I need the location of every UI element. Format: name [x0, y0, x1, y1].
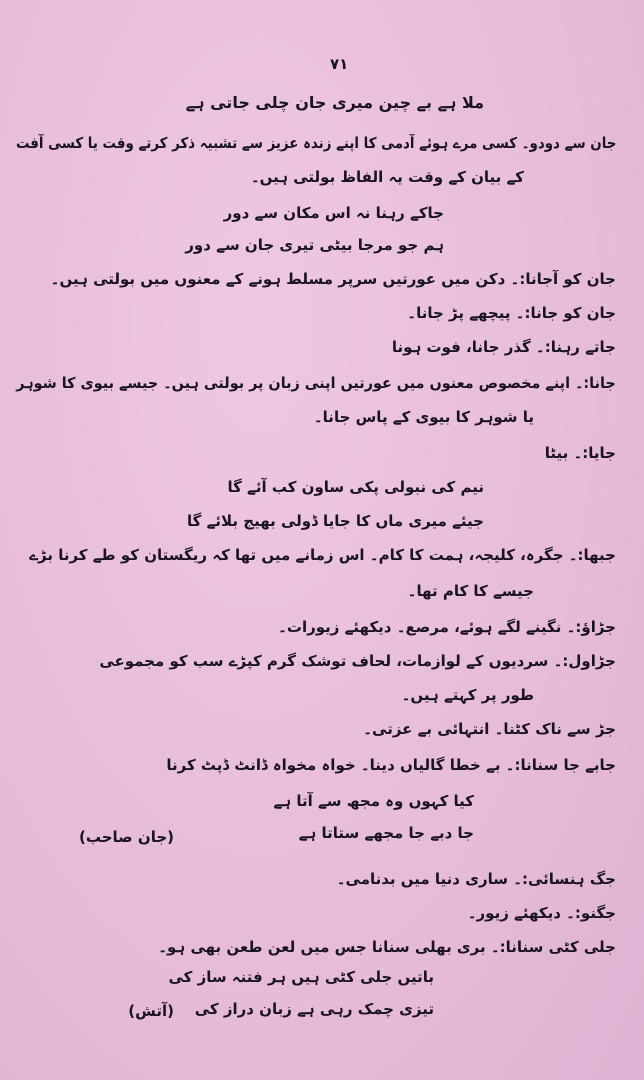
- entry-line: جان سے دودو۔ کسی مرے ہوئے آدمی کا اپنے زندہ عزیز سے تشبیہ ذکر کرتے وقت یا کسی آفت: [15, 134, 616, 152]
- poet-attribution: (آتش): [128, 1002, 174, 1020]
- verse-line: ملا ہے بے چین میری جان چلی جاتی ہے: [185, 93, 484, 112]
- verse-line: جیئے میری ماں کا جایا ڈولی بھیج بلائے گا: [187, 512, 484, 530]
- verse-line: ہم جو مرجا بیٹی تیری جان سے دور: [185, 236, 444, 254]
- entry-line: جڑاؤ:۔ نگینے لگے ہوئے، مرصع۔ دیکھئے زیورات۔: [278, 618, 616, 636]
- verse-line: باتیں جلی کٹی ہیں ہر فتنہ ساز کی: [168, 968, 434, 986]
- entry-line: یا شوہر کا بیوی کے پاس جانا۔: [313, 408, 534, 426]
- entry-line: جگ ہنسائی:۔ ساری دنیا میں بدنامی۔: [336, 870, 616, 888]
- entry-line: جان کو آجانا:۔ دکن میں عورتیں سرپر مسلط ہونے کے معنوں میں بولتی ہیں۔: [50, 270, 616, 288]
- verse-line: نیم کی نبولی پکی ساون کب آئے گا: [227, 478, 484, 496]
- page-number: ۷۱: [330, 55, 349, 73]
- entry-line: جابے جا سنانا:۔ بے خطا گالیاں دینا۔ خواہ مخواہ ڈانٹ ڈپٹ کرنا: [166, 756, 616, 774]
- verse-line: تیزی چمک رہی ہے زبان دراز کی: [194, 1000, 434, 1018]
- verse-line: جا دبے جا مجھے ستاتا ہے: [298, 824, 474, 842]
- verse-line: کیا کہوں وہ مجھ سے آتا ہے: [273, 792, 474, 810]
- entry-line: کے بیان کے وقت یہ الفاظ بولتی ہیں۔: [250, 168, 524, 186]
- entry-line: جگنو:۔ دیکھئے زیور۔: [467, 904, 616, 922]
- entry-line: جیسے کا کام تھا۔: [407, 582, 534, 600]
- entry-line: طور پر کہتے ہیں۔: [401, 686, 534, 704]
- poet-attribution: (جان صاحب): [79, 828, 174, 846]
- entry-line: جاتے رہنا:۔ گذر جانا، فوت ہونا: [391, 338, 616, 356]
- entry-line: جان کو جانا:۔ پیچھے پڑ جانا۔: [407, 304, 616, 322]
- entry-line: جبھا:۔ جگرہ، کلیجہ، ہمت کا کام۔ اس زمانے میں تھا کہ ریگستان کو طے کرنا بڑے: [29, 546, 616, 564]
- entry-line: جڑاول:۔ سردیوں کے لوازمات، لحاف توشک گرم کپڑے سب کو مجموعی: [99, 652, 616, 670]
- entry-line: جانا:۔ اپنے مخصوص معنوں میں عورتیں اپنی زبان پر بولتی ہیں۔ جیسے بیوی کا شوہر: [16, 374, 616, 392]
- verse-line: جاکے رہنا نہ اس مکان سے دور: [223, 204, 444, 222]
- entry-line: جایا:۔ بیٹا: [544, 444, 616, 462]
- entry-line: جڑ سے ناک کٹنا۔ انتہائی بے عزتی۔: [363, 720, 616, 738]
- entry-line: جلی کٹی سنانا:۔ بری بھلی سنانا جس میں لعن طعن بھی ہو۔: [158, 938, 616, 956]
